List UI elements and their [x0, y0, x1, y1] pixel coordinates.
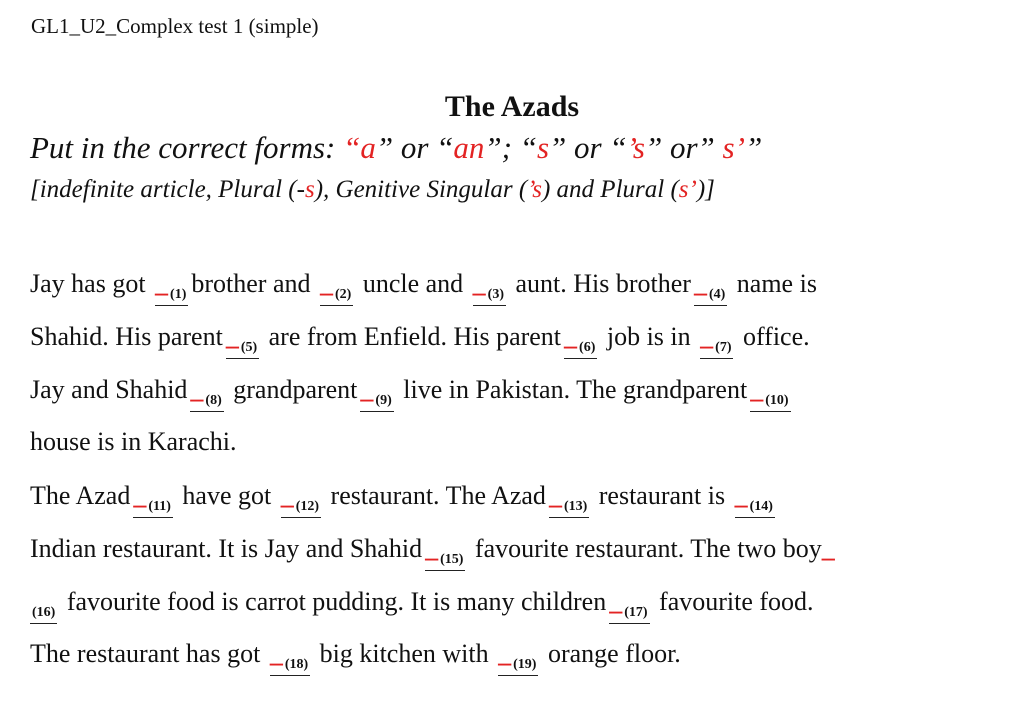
- instruction-subtitle: [30, 176, 715, 204]
- gap-dash: _: [320, 269, 333, 298]
- subtitle-text: ) and Plural (: [541, 176, 679, 203]
- subtitle-s-apostrophe: s’: [678, 176, 697, 203]
- text-fragment: The Azad: [30, 481, 131, 510]
- gap-blank[interactable]: [155, 269, 188, 306]
- gap-blank[interactable]: [564, 321, 597, 359]
- text-fragment: name is: [730, 269, 817, 298]
- text-fragment: The restaurant has got: [30, 639, 267, 669]
- text-fragment: favourite food.: [652, 586, 814, 616]
- gap-dash: _: [155, 269, 169, 298]
- gap-dash: _: [472, 269, 486, 298]
- gap-number: (6): [579, 339, 596, 355]
- gap-dash: _: [133, 481, 147, 510]
- text-line: [30, 266, 1000, 319]
- option-an: an: [453, 130, 485, 165]
- gap-dash: _: [280, 481, 294, 510]
- subtitle-apostrophe-s: ’s: [527, 176, 542, 203]
- gap-number: (5): [240, 339, 258, 355]
- text-fragment: restaurant. The Azad: [324, 481, 546, 510]
- text-fragment: Shahid. His parent: [30, 321, 223, 351]
- text-fragment: favourite food is carrot pudding. It is many children: [60, 586, 607, 616]
- gap-dash: _: [269, 639, 283, 669]
- text-fragment: Jay and Shahid: [30, 374, 188, 404]
- text-fragment: live in Pakistan. The grandparent: [396, 374, 748, 404]
- subtitle-text: [indefinite article, Plural (-: [30, 176, 305, 203]
- text-fragment: office.: [736, 321, 810, 351]
- option-s: s: [536, 130, 550, 165]
- text-line: [30, 636, 1000, 689]
- gap-number: (4): [708, 287, 726, 302]
- quote-mark: “: [343, 130, 361, 165]
- gap-number: (7): [715, 339, 732, 355]
- gap-dash[interactable]: _: [821, 533, 835, 563]
- instruction-line: [30, 130, 762, 166]
- exercise-text-paragraph-2: [30, 478, 1000, 689]
- quote-or: ” or”: [645, 130, 723, 165]
- instruction-prefix: Put in the correct forms:: [30, 130, 344, 165]
- exercise-text: [30, 266, 1000, 477]
- gap-number: (14): [749, 499, 773, 514]
- subtitle-text: )]: [696, 176, 715, 203]
- text-fragment: big kitchen with: [313, 639, 496, 669]
- gap-dash: _: [225, 321, 239, 351]
- gap-blank[interactable]: [360, 374, 393, 412]
- text-fragment: orange floor.: [541, 639, 681, 669]
- gap-number: (12): [295, 499, 320, 514]
- gap-blank[interactable]: [498, 639, 538, 676]
- gap-blank[interactable]: [734, 481, 775, 518]
- quote-separator: ”; “: [484, 130, 537, 165]
- gap-number: (18): [284, 657, 309, 673]
- text-line: [30, 319, 1000, 372]
- subtitle-text: ), Genitive Singular (: [314, 176, 528, 203]
- gap-number: (11): [148, 499, 171, 514]
- text-fragment: aunt. His brother: [509, 269, 691, 298]
- gap-blank[interactable]: [693, 269, 727, 306]
- gap-dash: _: [609, 586, 623, 616]
- gap-blank[interactable]: [609, 586, 649, 624]
- text-fragment: restaurant is: [592, 481, 732, 510]
- text-fragment: house is in Karachi.: [30, 427, 237, 457]
- gap-blank[interactable]: [190, 374, 223, 412]
- text-line: [30, 424, 1000, 477]
- gap-dash: _: [734, 481, 748, 510]
- gap-blank[interactable]: [225, 321, 259, 359]
- text-fragment: grandparent: [226, 374, 358, 404]
- text-line: [30, 531, 1000, 584]
- text-fragment: uncle and: [356, 269, 470, 298]
- text-fragment: have got: [175, 481, 278, 510]
- gap-blank[interactable]: [133, 481, 173, 518]
- text-fragment: Jay has got: [30, 269, 153, 298]
- gap-dash: _: [498, 639, 512, 669]
- gap-number: (15): [440, 551, 464, 567]
- gap-dash: _: [360, 374, 374, 404]
- gap-number: (8): [205, 392, 222, 408]
- document-header: GL1_U2_Complex test 1 (simple): [31, 14, 319, 38]
- text-fragment: favourite restaurant. The two boy: [468, 533, 822, 563]
- gap-number: (10): [765, 392, 789, 408]
- gap-number: (2): [335, 287, 352, 302]
- gap-blank[interactable]: [320, 269, 353, 306]
- text-line: [30, 584, 1000, 637]
- option-apostrophe-s: ’s: [626, 130, 645, 165]
- gap-blank[interactable]: [425, 533, 465, 571]
- text-fragment: job is in: [600, 321, 698, 351]
- gap-number: (16): [32, 604, 56, 620]
- gap-dash: _: [548, 481, 562, 510]
- quote-mark: ”: [744, 130, 763, 165]
- gap-number: (17): [624, 604, 648, 620]
- gap-dash: _: [425, 533, 439, 563]
- gap-blank[interactable]: [472, 269, 506, 306]
- gap-number: (3): [487, 287, 504, 302]
- text-fragment: Indian restaurant. It is Jay and Shahid: [30, 533, 423, 563]
- gap-number: (13): [563, 499, 588, 514]
- text-fragment: brother and: [191, 269, 317, 298]
- gap-blank[interactable]: [30, 592, 57, 624]
- option-a: a: [360, 130, 376, 165]
- text-line: [30, 478, 1000, 531]
- gap-blank[interactable]: [280, 481, 321, 518]
- gap-blank[interactable]: [700, 321, 733, 359]
- quote-or: ” or “: [375, 130, 454, 165]
- gap-dash: _: [700, 321, 714, 351]
- gap-blank[interactable]: [269, 639, 310, 676]
- gap-number: (1): [170, 287, 187, 302]
- page-title: The Azads: [444, 90, 580, 123]
- gap-dash: _: [693, 269, 707, 298]
- gap-dash: _: [190, 374, 204, 404]
- gap-number: (19): [513, 657, 537, 673]
- option-s-apostrophe: s’: [722, 130, 745, 165]
- gap-dash: _: [564, 321, 578, 351]
- text-line: [30, 372, 1000, 425]
- gap-number: (9): [375, 392, 392, 408]
- gap-blank[interactable]: [750, 374, 790, 412]
- subtitle-s: s: [304, 176, 315, 203]
- gap-dash: _: [750, 374, 764, 404]
- gap-blank[interactable]: [548, 481, 589, 518]
- quote-or: ” or “: [549, 130, 627, 165]
- text-fragment: are from Enfield. His parent: [262, 321, 562, 351]
